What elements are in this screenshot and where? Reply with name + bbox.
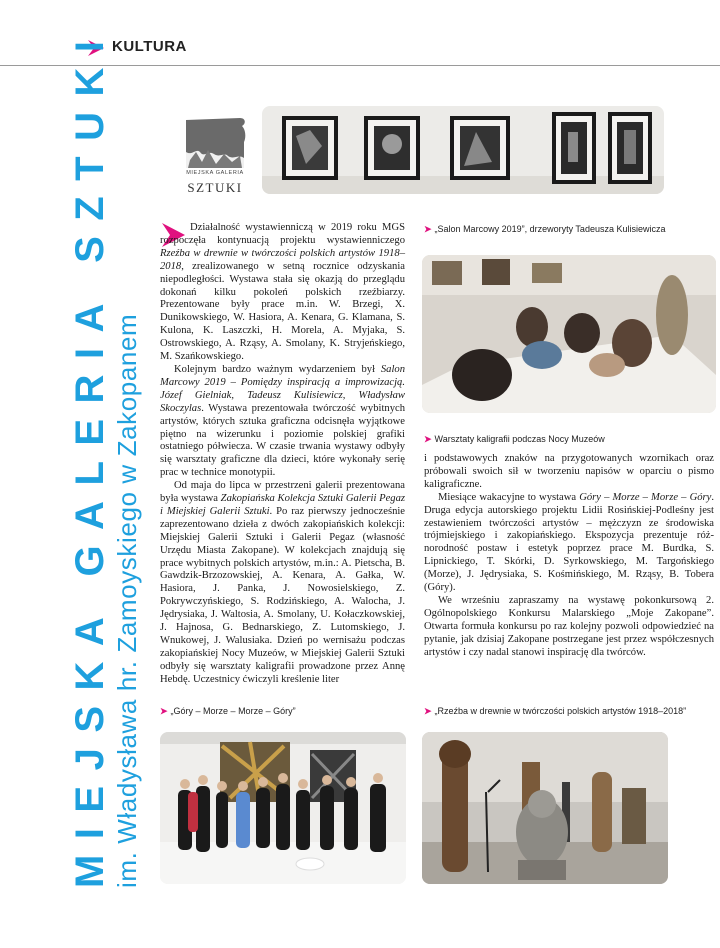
caption-arrow-icon: ➤ (160, 706, 168, 716)
paragraph: i podstawowych znaków na przygotowanych wzornikach oraz próbowali swoich sił w tworzeniu napisów w oparciu o pismo kaligraficzne. (424, 453, 714, 490)
article-column-1 (160, 222, 405, 687)
caption-arrow-icon: ➤ (424, 706, 432, 716)
photo-rzezba (422, 732, 668, 884)
caption-arrow-icon: ➤ (424, 224, 432, 234)
logo-text-top: MIEJSKA GALERIA (186, 170, 244, 176)
caption-salon: ➤ „Salon Marcowy 2019”, drzeworyty Tadeusza Kulisiewicza (424, 224, 666, 234)
paragraph: We wrześniu zapraszamy na wystawę pokonkursową 2. Ogólnopolskiego Konkursu Malarskiego „Moje Zakopane”. Otwarta formuła konkursu po raz kolejny pozwoli odpowiedzieć na pytanie, jak dzisiaj Zakopane postrzegane jest przez współczesnych artystów i czy nadal stanowi inspirację dla twórców. (424, 594, 714, 658)
photo-salon-marcowy (262, 106, 664, 194)
photo-warsztaty (422, 255, 716, 413)
caption-rzezba: ➤ „Rzeźba w drewnie w twórczości polskich artystów 1918–2018” (424, 706, 687, 716)
article-column-2 (424, 453, 714, 660)
caption-arrow-icon: ➤ (424, 434, 432, 444)
paragraph: Miesiące wakacyjne to wystawa Góry – Morze – Morze – Góry. Druga edycja autorskiego projektu Lidii Rosińskiej-Podleśny jest zestawieniem twórczości artystów – mężczyzn ze środowiska trójmiejskiego i zakopiańskiego. Ekspozycja prezentuje różnorodność postaw i estetyk poprzez prace M. Burdka, S. Lipnickiego, T. Skórki, D. Syrkowskiego, M. Targońskiego (Morze), J. Jędrysiaka, S. Kośmińskiego, M. Rząsy, B. Tobera (Góry). (424, 491, 715, 594)
paragraph: Od maja do lipca w przestrzeni galerii prezentowana była wystawa Zakopiańska Kolekcja Sztuki Galerii Pegaz i Miejskiej Galerii Sztuki. Po raz pierwszy jednocześnie zaprezentowano dzieła z dwóch zakopiańskich kolekcji: Miejskiej Galerii Sztuki i Galerii Pegaz (własność Urzędu Miasta Zakopane). W kolekcjach znajdują się prace wybitnych polskich artystów, m.in.: A. Pietscha, B. Gawdzik-Brzozowskiej, A. Kenara, A. Gałka, W. Hasiora, J. Panka, J. Nowosielskiego, Z. Pokrywczyńskiego, S. Rodzińskiego, A. Walocha, J. Jędrysiaka, J. Waltosia, A. Smolany, U. Kołaczkowskiej, J. Hajnosa, G. Bednarskiego, Z. Lutomskiego, J. Wnukowej, J. Walusiaka. Dzień po wernisażu podczas zakopiańskiej Nocy Muzeów, w Miejskiej Galerii Sztuki odbyły się warsztaty kaligrafii prowadzone przez Annę Hebdę. Uczestnicy ćwiczyli kreślenie liter (160, 480, 406, 685)
title-main: MIEJSKA GALERIA SZTUKI (68, 25, 112, 888)
title-sub: im. Władysława hr. Zamoyskiego w Zakopanem (112, 313, 142, 888)
caption-warsztaty: ➤ Warsztaty kaligrafii podczas Nocy Muzeów (424, 434, 605, 444)
photo-gory-morze (160, 732, 406, 884)
logo-text-bottom: SZTUKI (187, 180, 243, 195)
caption-gory: ➤ „Góry – Morze – Morze – Góry” (160, 706, 296, 716)
section-label: KULTURA (112, 38, 187, 55)
paragraph: Kolejnym bardzo ważnym wydarzeniem był Salon Marcowy 2019 – Pomiędzy inspiracją a improwizacją. Józef Gielniak, Tadeusz Kulisiewicz, Władysław Skoczylas. Wystawa prezentowała twórczość wybitnych artystów, których sztuka graficzna odcisnęła wyjątkowe piętno na wizerunku i poziomie polskiej grafiki ostatniego półwiecza. W czasie trwania wystawy odbyły się warsztaty graficzne dla dzieci, które wykonały serię prac w technice monotypii. (160, 363, 405, 479)
paragraph: Działalność wystawienniczą w 2019 roku MGS rozpoczęła kontynuacją projektu wystawienniczego Rzeźba w drewnie w twórczości polskich artystów 1918–2018, zrealizowanego w setną rocznice odzyskania niepodległości. Wystawa stała się okazją do przeglądu dokonań kilku pokoleń polskich rzeźbiarzy. Prezentowane były prace m.in. W. Brzegi, X. Dunikowskiego, W. Hasiora, A. Kenara, G. Klamana, S. Kulona, K. Laszczki, H. Morela, A. Myjaka, S. Ostrowskiego, A. Rząsy, A. Smolany, K. Stryjeńskiego, M. Szańkowskiego. (160, 222, 405, 363)
